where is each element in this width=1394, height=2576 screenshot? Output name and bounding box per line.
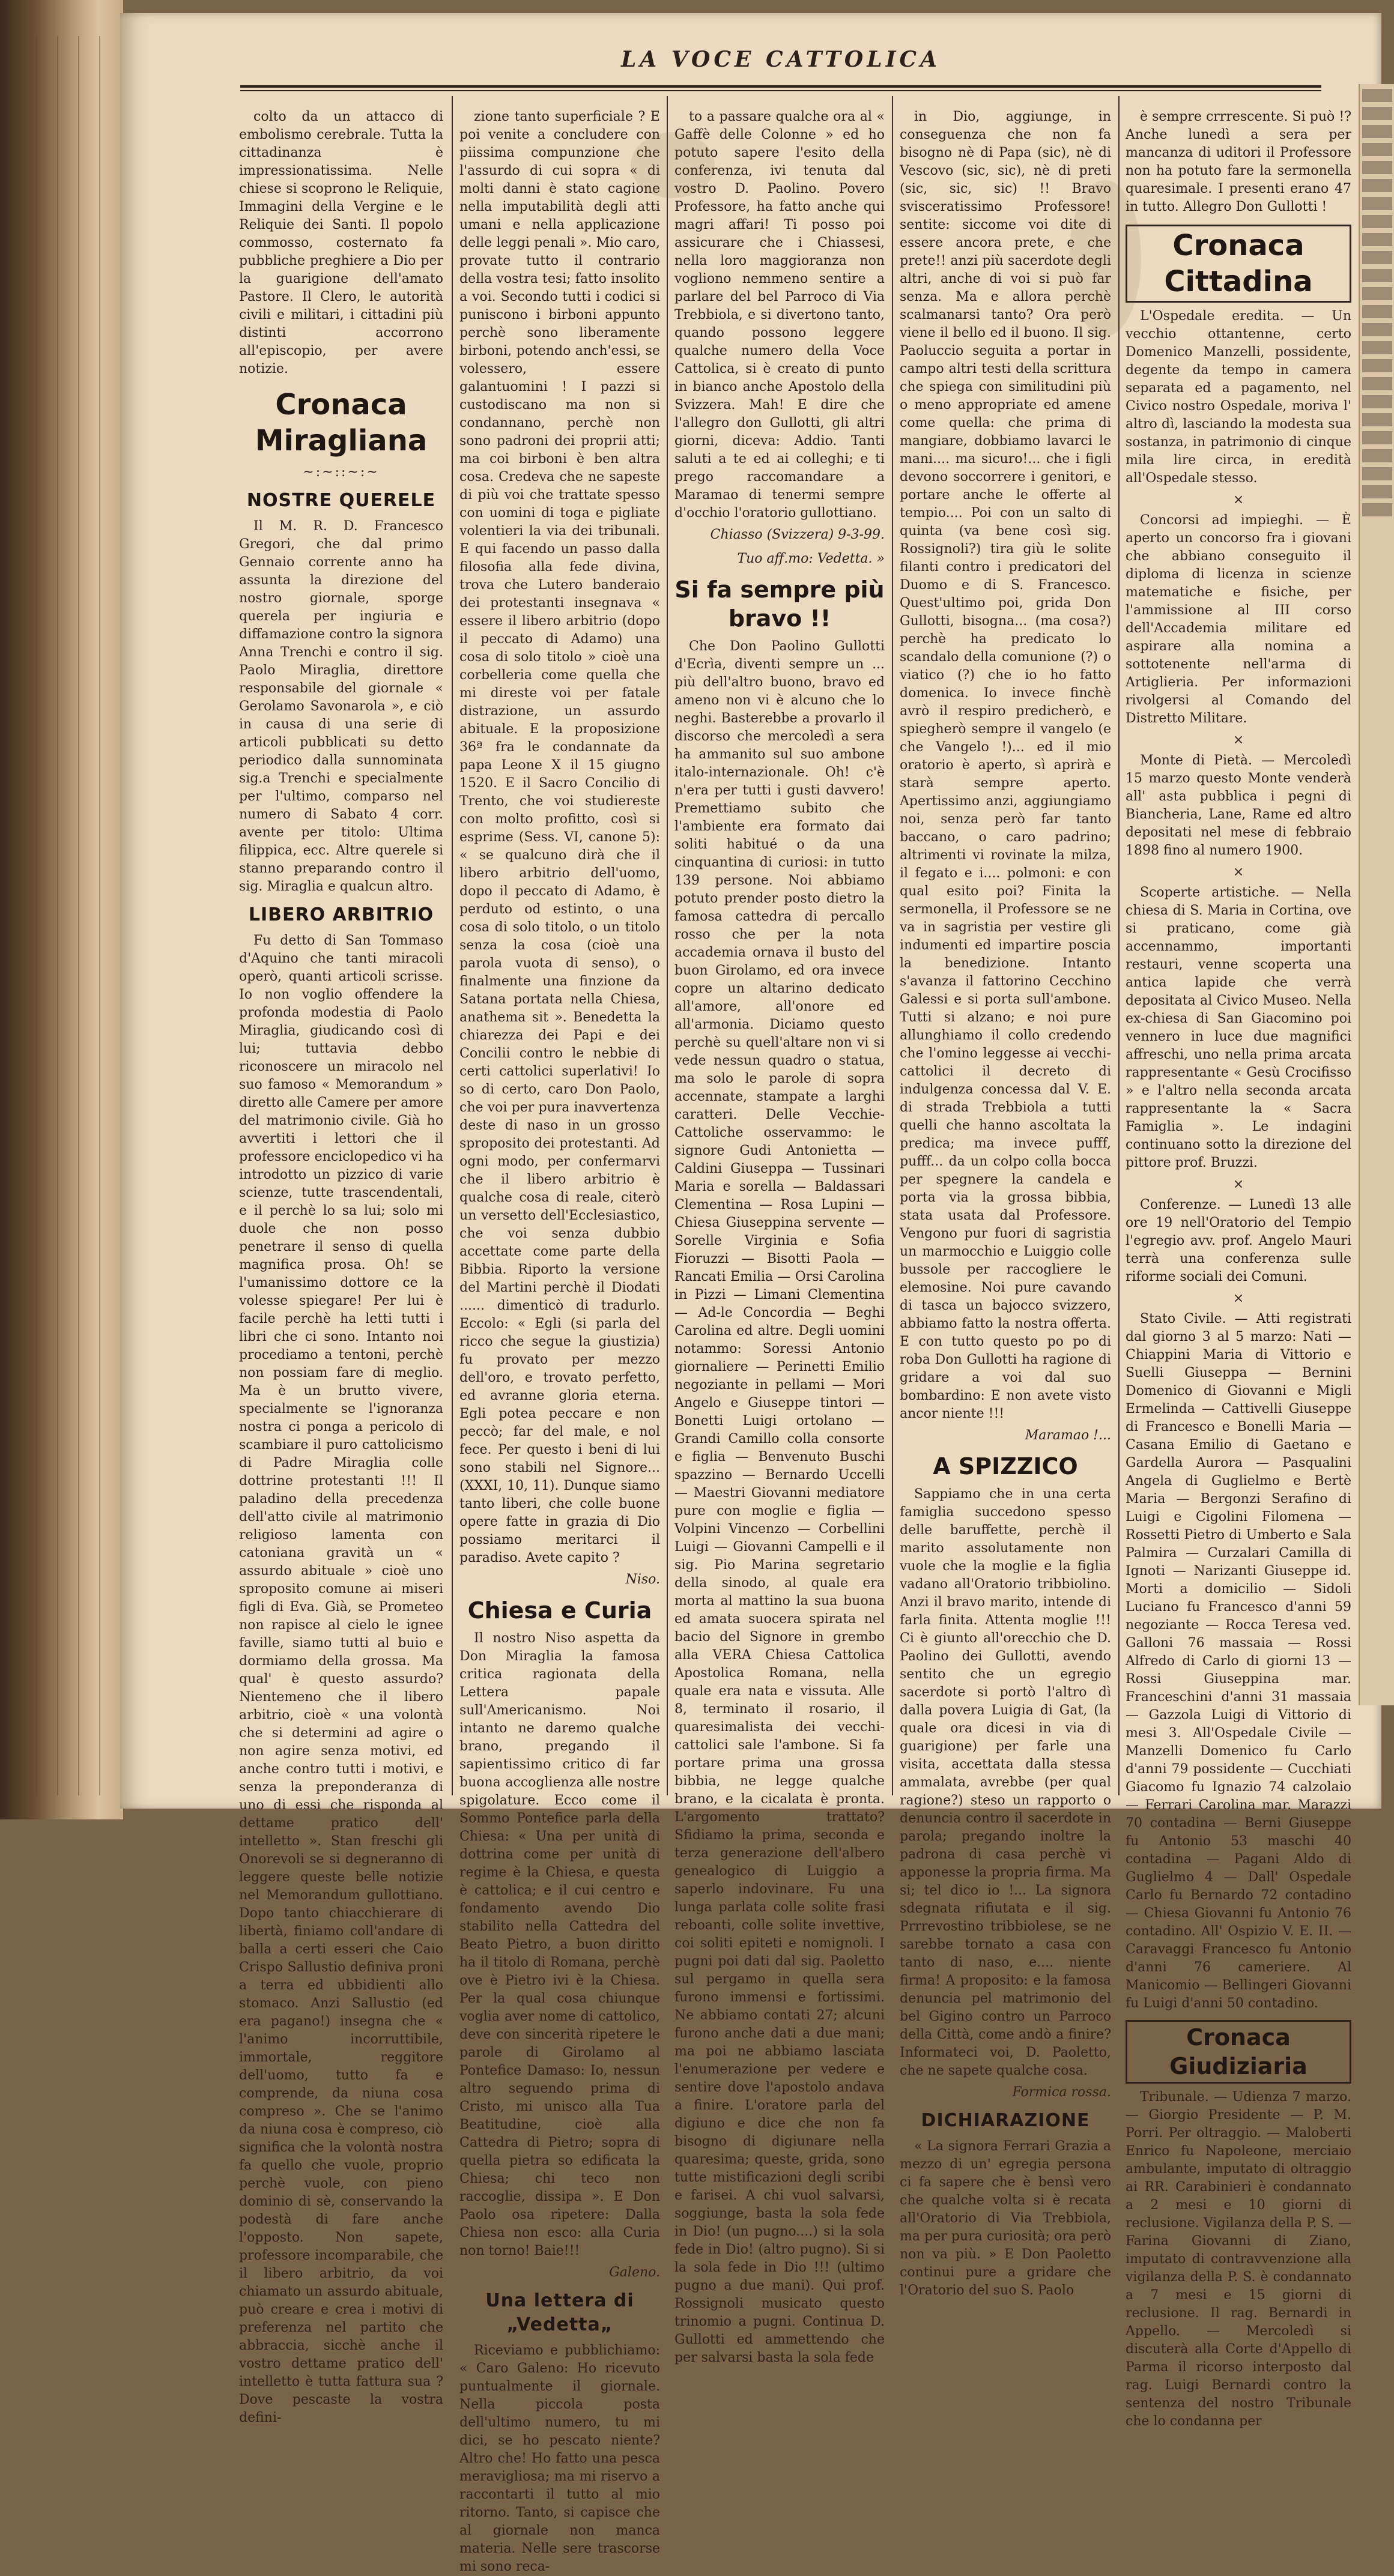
article-text: Che Don Paolino Gullotti d'Ecrìa, diventi sempre un ... più dell'altro buono, bravo ed ameno non vi è alcuno che lo neghi. Basterebbe a provarlo il discorso che mercoledì a sera ha ammanito sul suo ambone italo-internazionale. Oh! c'è n'era per tutti i gusti davvero! Premettiamo subito che l'ambiente era formato dai soliti habitué o da una cinquantina di curiosi: in tutto 139 persone. Noi abbiamo potuto prender posto dietro la famosa cattedra di percallo rosso che per la nota accademia ornava il busto del buon Girolamo, ed ora invece copre un altarino dedicato all'amore, all'onore ed all'armonia. Diciamo questo perchè su quell'altare non vi si vede nessun quadro o statua, ma solo le parole di sopra accennate, stampate a larghi caratteri. Delle Vecchie-Cattoliche osservammo: le signore Gudi Antonietta — Caldini Giuseppa — Tussinari Maria e sorella — Baldassari Clementina — Rosa Lupini — Chiesa Giuseppina servente — Sorelle Virginia e Sofia Fioruzzi — Bisotti Paola — Rancati Emilia — Orsi Carolina in Pizzi — Limani Clementina — Ad-le Concordia — Beghi Carolina ed altre. Degli uomini notammo: Soressi Antonio giornaliere — Perinetti Emilio negoziante in pellami — Mori Angelo e Giuseppe tintori — Bonetti Luigi ortolano — Grandi Camillo colla consorte e figlia — Benvenuto Buschi spazzino — Bernardo Uccelli — Maestri Giovanni mediatore pure con moglie e figlia — Volpini Vincenzo — Corbellini Luigi — Giovanni Campelli e il sig. Pio Marina segretario della sinodo, al quale era morta al mattino la sua buona ed amata suocera spirata nel bacio del Signore in grembo alla VERA Chiesa Cattolica Apostolica Romana, nella quale era nata e vissuta. Alle 8, terminato il rosario, il quaresimalista dei vecchi-cattolici sale l'ambone. Si fa portare prima una grossa bibbia, ne legge qualche brano, e la cicalata è pronta. L'argomento trattato? Sfidiamo la prima, seconda e terza generazione dell'albero genealogico di Luiggio a saperlo indovinare. Fu una lunga parlata colle solite frasi reboanti, colle solite invettive, coi soliti epiteti e nomignoli. I pugni poi dati dal sig. Paoletto sul pergamo in quella sera furono immensi e fortissimi. Ne abbiamo contati 27; alcuni furono anche dati a due mani; ma poi ne abbiamo lasciata l'enumerazione per vedere e sentire dove l'apostolo andava a finire. L'oratore parla del digiuno e dice che non fa bisogno di digiunare nella quaresima; queste, grida, sono tutte mistificazioni degli scribi e farisei. A chi vuol salvarsi, soggiunge, basta la sola fede in Dio! (un pugno....) si la sola fede in Dio! (altro pugno). Si si la sola fede in Dio !!! (ultimo pugno a due mani). Qui prof. Rossignoli musicato questo trinomio a pugni. Continua D. Gullotti ed ammettendo che per salvarsi basta la sola fede	[674, 639, 885, 2365]
column-4	[900, 108, 1111, 2298]
signature: Niso.	[625, 1572, 660, 1587]
article-text: Il M. R. D. Francesco Gregori, che dal primo Gennaio corrente anno ha assunta la direzione del nostro giornale, sporge querela per ingiuria e diffamazione contro la signora Anna Trenchi e contro il sig. Paolo Miraglia, direttore responsabile del giornale « Gerolamo Savonarola », e ciò in causa di una serie di articoli pubblicati su detto periodico dalla sunnominata sig.a Trenchi e specialmente per l'ultimo, comparso nel numero di Sabato 4 corr. avente per titolo: Ultima filippica, ecc. Altre querele si stanno preparando contro il sig. Miraglia e qualcun altro.	[239, 519, 443, 894]
separator-mark: ×	[1232, 865, 1244, 880]
signature: Maramao !...	[1025, 1428, 1111, 1443]
article-heading: LIBERO ARBITRIO	[248, 904, 434, 925]
article-text: zione tanto superficiale ? E poi venite a concludere con piissima compunzione che l'assurdo di cui sopra « di molti danni è stato cagione nella imputabilità degli atti umani e nella applicazione delle leggi penali ». Mio caro, provate tutto il contrario della vostra tesi; fatto insolito a voi. Secondo tutti i codici si puniscono i birboni appunto perchè sono liberamente birboni, potendo anch'essi, se volessero, essere galantuomini ! I pazzi si custodiscano ma non si condannano, perchè non sono padroni dei proprii atti; ma coi birboni è ben altra cosa. Credeva che ne sapeste di più voi che trattate spesso con uomini di toga e pigliate volentieri la via dei tribunali. E qui facendo un passo dalla filosofia alla fede divina, trova che Lutero banderaio dei protestanti insegnava « essere il libero arbitrio (dopo il peccato di Adamo) una cosa di solo titolo » cioè una corbelleria come quella che mi direste voi per fatale distrazione, un assurdo abituale. E la proposizione 36ª fra le condannate da papa Leone X il 15 giugno 1520. E il Sacro Concilio di Trento, che voi studiereste con molto profitto, così si esprime (Sess. VI, canone 5): « se qualcuno dirà che il libero arbitrio dell'uomo, dopo il peccato di Adamo, è perduto od estinto, o una cosa di solo titolo, o un titolo senza la cosa (cioè una parola vuota di senso), o finalmente una finzione da Satana portata nella Chiesa, anathema sit ». Benedetta la chiarezza dei Papi e dei Concilii contro le nebbie di certi cattolici superlativi! Io so di certo, caro Don Paolo, che voi per pura inavvertenza deste di naso in un grosso sproposito dei protestanti. Ad ogni modo, per confermarvi che il libero arbitrio è qualche cosa di reale, citerò un versetto dell'Ecclesiastico, che voi senza dubbio accettate come parte della Bibbia. Riporto la versione del Martini perchè il Diodati ...... dimenticò di tradurlo. Eccolo: « Egli (si parla del ricco che segue la giustizia) fu provato per mezzo dell'oro, e trovato perfetto, ed avranne gloria eterna. Egli potea peccare e non peccò; far del male, e nol fece. Per questo i beni di lui sono stabili nel Signore... (XXXI, 10, 11). Dunque siamo tanto liberi, che colle buone opere fatte in grazia di Dio possiamo meritarci il paradiso. Avete capito ?	[459, 109, 660, 1565]
news-item: Stato Civile. — Atti registrati dal giorno 3 al 5 marzo: Nati — Chiappini Maria di Vittorio e Suelli Giuseppa — Bernini Domenico di Giovanni e Migli Ermelinda — Cattivelli Giuseppe di Francesco e Bonelli Maria — Casana Emilio di Gaetano e Gardella Aurora — Pasqualini Angela di Guglielmo e Bertè Maria — Bergonzi Serafino di Luigi e Cigolini Filomena — Rossetti Pietro di Umberto e Sala Palmira — Curzalari Camilla di Ignoti — Narizanti Giuseppe id. Morti a domicilio — Sidoli Luciano fu Francesco d'anni 59 negoziante — Rocca Teresa ved. Galloni 76 massaia — Rossi Alfredo di Carlo di giorni 13 — Rossi Giuseppina mar. Franceschini d'anni 31 massaia — Gazzola Luigi di Vittorio di mesi 3. All'Ospedale Civile — Manzelli Domenico fu Carlo d'anni 79 possidente — Cucchiati Giacomo fu Ignazio 74 calzolaio — Ferrari Carolina mar. Marazzi 70 contadina — Berni Giuseppe fu Antonio 53 maschi 40 contadina — Pagani Aldo di Guglielmo 4 — Dall' Ospedale Carlo fu Bernardo 72 contadino — Chiesa Giovanni fu Antonio 76 contadino. All' Ospizio V. E. II. — Caravaggi Francesco fu Antonio d'anni 76 cameriere. Al Manicomio — Bellingeri Giovanni fu Luigi d'anni 50 contadino.	[1126, 1311, 1351, 2011]
article-text: Riceviamo e pubblichiamo: « Caro Galeno: Ho ricevuto puntualmente il giornale. Nella piccola posta dell'ultimo numero, tu mi dici, se ho pescato niente? Altro che! Ho fatto una pesca meravigliosa; ma mi riservo a raccontarti il tutto al mio ritorno. Tanto, si capisce che al giornale non manca materia. Nelle sere trascorse mi sono reca-	[459, 2343, 660, 2574]
column-divider	[667, 96, 668, 1795]
masthead	[240, 47, 1321, 89]
news-item: Monte di Pietà. — Mercoledì 15 marzo questo Monte venderà all' asta pubblica i pegni di Biancheria, Lane, Rame ed altro depositati nel mese di febbraio 1898 fino al numero 1900.	[1126, 753, 1351, 858]
book-binding	[0, 0, 123, 1819]
signature: Galeno.	[609, 2265, 660, 2280]
column-5	[1126, 108, 1351, 2429]
article-text: in Dio, aggiunge, in conseguenza che non fa bisogno nè di Papa (sic), nè di Vescovo (sic, sic), nè di preti (sic, sic, sic) !! Bravo svisceratissimo Professore! sentite: siccome voi dite di essere ancora prete, e che prete!! anzi più sacerdote degli altri, anche di voi si può far senza. Ma e allora perchè scalmanarsi tanto? Ora però viene il bello ed il buono. Il sig. Paoluccio seguita a portar in campo altri testi della scrittura che spiega con similitudini più o meno appropriate ed amene come quella: che prima di mangiare, dobbiamo lavarci le mani.... ma sicuro!... che i figli devono soccorrere i genitori, e portare anche le offerte al tempio.... Poi con un salto di quinta (va bene così sig. Rossignoli?) tira giù le solite filanti contro i predicatori del Duomo e di S. Francesco. Quest'ultimo poi, grida Don Gullotti, bisogna... (ma cosa?) perchè ha predicato lo scandalo della comunione (?) o viatico (?) che io ho fatto domenica. Io invece finchè avrò il respiro predicherò, e spiegherò sempre il vangelo (e che Vangelo !)... ed il mio oratorio è aperto, sì aprirà e starà sempre aperto. Apertissimo anzi, aggiungiamo noi, senza però far tanto baccano, o caro padrino; altrimenti vi rovinate la milza, il fegato e i.... polmoni: e con qual esito poi? Finita la sermonella, il Professore se ne va in sagristia per vestire gli indumenti ed impartire poscia la benedizione. Intanto s'avanza il fattorino Cecchino Galessi e si porta sull'ambone. Tutti si alzano; e noi pure allunghiamo il collo credendo che l'omino leggesse ai vecchi-cattolici il decreto di indulgenza concessa dal V. E. di strada Trebbiola a tutti quelli che hanno ascoltata la predica; ma invece pufff, pufff... da un colpo colla bocca per spegnere la candela e porta via la grossa bibbia, stata usata dal Professore. Vengono pur fuori di sagristia un marmocchio e Luiggio colle bussole per raccogliere le elemosine. Noi pure cavando di tasca un bajocco svizzero, abbiamo fatto la nostra offerta. E con tutto questo po po di roba Don Gullotti ha ragione di gridare a voi dal suo bombardino: E non avete visto ancor niente !!!	[900, 109, 1111, 1421]
section-heading: Cronaca Miragliana	[255, 388, 428, 458]
article-text: Sappiamo che in una certa famiglia succedono spesso delle baruffette, perchè il marito assolutamente non vuole che la moglie e la figlia vadano all'Oratorio tribbiolino. Anzi il bravo marito, intende di farla finita. Attenta moglie !!! Ci è giunto all'orecchio che D. Paolino dei Gullotti, avendo sentito che un egregio sacerdote si portò l'altro dì dalla povera Luigia di Gat, (la quale ora dicesi in via di guarigione) per farle una visita, accettata dalla stessa ammalata, avrebbe (per qual ragione?) steso un rapporto o denuncia contro il sacerdote in parola; pregando inoltre la padrona di casa perchè vi apponesse la propria firma. Ma si; tel dico io !... La signora sdegnata rifiutata e il sig. Prrrevostino tribbiolese, se ne sarebbe tornato a casa con tanto di naso, e.... niente firma! A proposito: e la famosa denuncia pel matrimonio del bel Gigino contro un Parroco della Città, come andò a finire? Informateci voi, D. Paoletto, che ne sapete qualche cosa.	[900, 1487, 1111, 2078]
article-text: è sempre crrrescente. Si può !? Anche lunedì a sera per mancanza di uditori il Professore non ha potuto fare la sermonella quaresimale. I presenti erano 47 in tutto. Allegro Don Gullotti !	[1126, 109, 1351, 214]
section-heading: Cronaca Giudiziaria	[1126, 2020, 1351, 2084]
ornament: ~:~::~:~	[303, 465, 380, 480]
signature: Tuo aff.mo: Vedetta. »	[737, 551, 885, 566]
separator-mark: ×	[1232, 733, 1244, 748]
article-text: colto da un attacco di embolismo cerebrale. Tutta la cittadinanza è impressionatissima. Nelle chiese si scoprono le Reliquie, Immagini della Vergine e le Reliquie dei Santi. Il popolo commosso, costernato fa pubbliche preghiere a Dio per la guarigione dell'amato Pastore. Il Clero, le autorità civili e militari, i cittadini più distinti accorrono all'episcopio, per avere notizie.	[239, 109, 443, 376]
article-heading: Chiesa e Curia	[467, 1597, 652, 1624]
section-heading: Cronaca Cittadina	[1126, 225, 1351, 303]
column-divider	[1118, 96, 1120, 1795]
column-3	[674, 108, 885, 2365]
news-item: Concorsi ad impieghi. — È aperto un concorso fra i giovani che abbiano conseguito il diploma di licenza in scienze matematiche e fisiche, per l'ammissione al III corso dell'Accademia militare ed aspirare alla nomina a sottotenente nell'arma di Artiglieria. Per informazioni rivolgersi al Comando del Distretto Militare.	[1126, 513, 1351, 726]
next-page-edge	[1359, 84, 1394, 1705]
news-item: Tribunale. — Udienza 7 marzo. — Giorgio Presidente — P. M. Porri. Per oltraggio. — Maloberti Enrico fu Napoleone, merciaio ambulante, imputato di oltraggio ai RR. Carabinieri è condannato a 2 mesi e 10 giorni di reclusione. Vigilanza della P. S. — Farina Giovanni di Ziano, imputato di contravvenzione alla vigilanza della P. S. è condannato a 7 mesi e 15 giorni di reclusione. Il rag. Bernardi in Appello. — Mercoledì si discuterà alla Corte d'Appello di Parma il ricorso interposto dal rag. Luigi Bernardi contro la sentenza del nostro Tribunale che lo condanna per	[1126, 2090, 1351, 2429]
article-heading: Una lettera di „Vedetta„	[485, 2290, 634, 2335]
column-divider	[452, 96, 453, 1795]
article-text: « La signora Ferrari Grazia a mezzo di un' egregia persona ci fa sapere che è bensì vero che qualche volta si è recata all'Oratorio di Via Trebbiola, ma per pura curiosità; ora però non va più. » E Don Paoletto continui pure a gridare che l'Oratorio del suo S. Paolo	[900, 2139, 1111, 2298]
column-divider	[892, 96, 893, 1795]
separator-mark: ×	[1232, 492, 1244, 507]
masthead-rule-thin	[240, 90, 1321, 91]
article-heading: DICHIARAZIONE	[921, 2110, 1090, 2131]
masthead-rule	[240, 85, 1321, 88]
article-heading: Si fa sempre più bravo !!	[674, 576, 885, 632]
article-heading: NOSTRE QUERELE	[246, 490, 436, 511]
separator-mark: ×	[1232, 1291, 1244, 1306]
news-item: L'Ospedale eredita. — Un vecchio ottantenne, certo Domenico Manzelli, possidente, degente da tempo in camera separata ed a pagamento, nel Civico nostro Ospedale, moriva l' altro dì, lasciando la modesta sua sostanza, in patrimonio di cinque mila lire circa, in eredità all'Ospedale stesso.	[1126, 309, 1351, 486]
column-1	[239, 108, 443, 2425]
column-2	[459, 108, 660, 2574]
news-item: Scoperte artistiche. — Nella chiesa di S. Maria in Cortina, ove si praticano, come già accennammo, importanti restauri, venne scoperta una antica lapide che verrà depositata al Civico Museo. Nella ex-chiesa di San Giacomino poi vennero in luce due magnifici affreschi, uno nella prima arcata rappresentante « Gesù Crocifisso » e l'altro nella seconda arcata rappresentante la « Sacra Famiglia ». Le indagini continuano sotto la direzione del pittore prof. Bruzzi.	[1126, 885, 1351, 1170]
article-text: Fu detto di San Tommaso d'Aquino che tanti miracoli operò, quanti articoli scrisse. Io non voglio offendere la profonda modestia di Paolo Miraglia, giudicando così di lui; tuttavia debbo riconoscere un miracolo nel suo famoso « Memorandum » diretto alle Camere per amore del matrimonio civile. Già ho avvertiti i lettori che il professore enciclopedico vi ha introdotto un pizzico di varie scienze, tutte trascendentali, e il perchè lo sa lui; solo mi duole che non posso penetrare il senso di quella magnifica prosa. Oh! se l'umanissimo dottore ce la volesse spiegare! Per lui è facile perchè ha letti tutti i libri che ci sono. Intanto noi procediamo a tentoni, perchè non possiam fare di meglio. Ma è un brutto vivere, specialmente se l'ignoranza nostra ci ponga a pericolo di scambiare il puro cattolicismo di Padre Miraglia colle dottrine protestanti !!! Il paladino della precedenza dell'atto civile al matrimonio religioso lamenta con catoniana gravità un « assurdo abituale » cioè uno sproposito comune ai miseri figli di Eva. Già, se Prometeo non rapisce al cielo le ignee faville, siamo tutti al buio e dormiamo della grossa. Ma qual' è questo assurdo? Nientemeno che il libero arbitrio, cioè « una volontà che si determini ad agire o non agire senza motivi, ed anche contro tutti i motivi, e senza la preponderanza di uno di essi che risponda al dettame pratico dell' intelletto ». Stan freschi gli Onorevoli se si degneranno di leggere queste belle notizie nel Memorandum gullottiano. Dopo tanto chiacchierare di libertà, finiamo coll'andare di balla a certi esseri che Caio Crispo Sallustio definiva proni a terra ed ubbidienti allo stomaco. Anzi Sallustio (ed era pagano!) insegna che « l'animo incorruttibile, immortale, reggitore dell'uomo, tutto fa e comprende, da niuna cosa compreso ». Che se l'animo da niuna cosa è compreso, ciò significa che la volontà nostra fa quello che vuole, proprio perchè vuole, con pieno dominio di sè, conservando la podestà di fare anche l'opposto. Non sapete, professore incomparabile, che il libero arbitrio, da voi chiamato un assurdo abituale, può creare e crea i motivi di preferenza nel partito che abbraccia, sicchè anche il vostro dettame pratico dell' intelletto è tutta fattura sua ? Dove pescaste la vostra defini-	[239, 933, 443, 2425]
news-item: Conferenze. — Lunedì 13 alle ore 19 nell'Oratorio del Tempio l'egregio avv. prof. Angelo Mauri terrà una conferenza sulle riforme sociali dei Comuni.	[1126, 1197, 1351, 1284]
article-text: Il nostro Niso aspetta da Don Miraglia la famosa critica ragionata della Lettera papale sull'Americanismo. Noi intanto ne daremo qualche brano, pregando il sapientissimo critico di far buona accoglienza alle nostre spigolature. Ecco come il Sommo Pontefice parla della Chiesa: « Una per unità di dottrina come per unità di regime è la Chiesa, e questa è cattolica; e il cui centro e fondamento avendo Dio stabilito nella Cattedra del Beato Pietro, a buon diritto ha il titolo di Romana, perchè ove è Pietro ivi è la Chiesa. Per la qual cosa chiunque voglia aver nome di cattolico, deve con sincerità ripetere le parole di Girolamo al Pontefice Damaso: Io, nessun altro seguendo prima di Cristo, mi unisco alla Tua Beatitudine, cioè alla Cattedra di Pietro; sopra di quella pietra so edificata la Chiesa; chi teco non raccoglie, dissipa ». E Don Paolo osa ripetere: Dalla Chiesa non esco: alla Curia non torno! Baie!!!	[459, 1631, 660, 2258]
newspaper-title: LA VOCE CATTOLICA	[620, 47, 941, 72]
separator-mark: ×	[1232, 1177, 1244, 1192]
dateline: Chiasso (Svizzera) 9-3-99.	[710, 527, 885, 542]
article-heading: A SPIZZICO	[933, 1453, 1078, 1480]
article-text: to a passare qualche ora al « Gaffè delle Colonne » ed ho potuto sapere l'esito della conferenza, ivi tenuta dal vostro D. Paolino. Povero Professore, ha fatto anche qui magri affari! Ti posso poi assicurare che i Chiassesi, nella loro maggioranza non vogliono nemmeno sentire a parlare del bel Parroco di Via Trebbiola, e si divertono tanto, quando possono leggere qualche numero della Voce Cattolica, si è creato di punto in bianco anche Apostolo della Svizzera. Mah! E dire che l'allegro don Gullotti, gli altri giorni, diceva: Addio. Tanti saluti a te ed ai colleghi; e ti prego raccomandare a Maramao di tenermi sempre d'occhio l'oratorio gullottiano.	[674, 109, 885, 521]
signature: Formica rossa.	[1012, 2085, 1111, 2100]
